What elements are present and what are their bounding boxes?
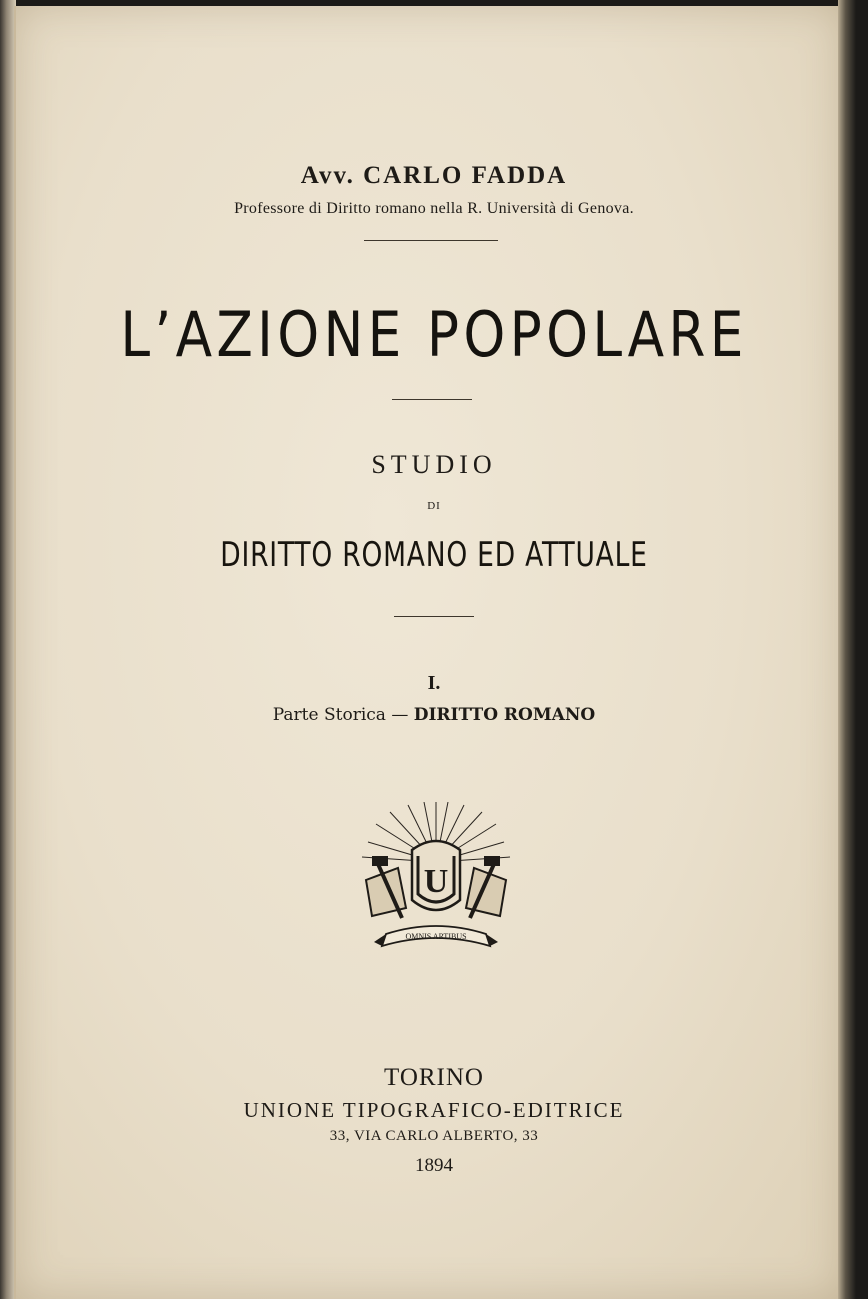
subtitle-subject: DIRITTO ROMANO ED ATTUALE <box>220 535 648 575</box>
publication-year: 1894 <box>415 1155 453 1176</box>
part-label: Parte Storica — <box>272 705 409 725</box>
author-affiliation: Professore di Diritto romano nella R. Università di Genova. <box>234 200 634 217</box>
part-title <box>0 705 868 725</box>
book-title: L’AZIONE POPOLARE <box>120 298 748 371</box>
divider-rule <box>364 240 498 241</box>
volume-number: I. <box>427 672 441 694</box>
subtitle-connector: DI <box>427 500 441 512</box>
part-name: DIRITTO ROMANO <box>413 705 596 725</box>
publisher-address: 33, VIA CARLO ALBERTO, 33 <box>329 1128 539 1144</box>
publication-city: TORINO <box>384 1064 484 1091</box>
author-name: Avv. CARLO FADDA <box>300 162 568 189</box>
subtitle-studio: STUDIO <box>371 450 497 479</box>
publisher-emblem-icon <box>358 802 514 958</box>
svg-text:U: U <box>423 863 449 900</box>
publisher-name: UNIONE TIPOGRAFICO-EDITRICE <box>243 1098 625 1122</box>
emblem-motto: OMNIS ARTIBUS <box>405 932 467 941</box>
divider-rule <box>394 616 474 617</box>
divider-rule <box>392 399 472 400</box>
